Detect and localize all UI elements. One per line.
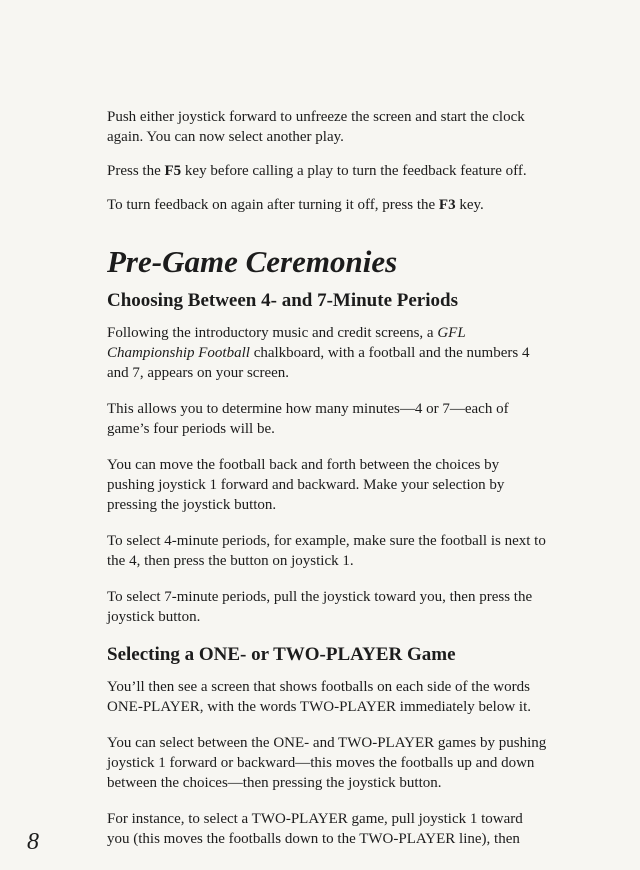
text: chalkboard, with a football and the numbers 4 and 7, appears on your screen. [107,345,530,381]
paragraph-4-minute: To select 4-minute periods, for example, make sure the football is next to the 4, then press the button on joystick 1. [107,533,546,569]
paragraph-7-minute: To select 7-minute periods, pull the joystick toward you, then press the joystick button. [107,589,533,625]
text: key before calling a play to turn the feedback feature off. [181,163,527,179]
page-content [107,107,547,849]
subheading-players: Selecting a ONE- or TWO-PLAYER Game [107,644,456,665]
paragraph-move-football: You can move the football back and forth between the choices by pushing joystick 1 forward and backward. Make your selection by pressing the joystick button. [107,457,505,513]
paragraph-minutes: This allows you to determine how many minutes—4 or 7—each of game’s four periods will be. [107,401,509,437]
key-f3: F3 [438,197,456,213]
paragraph-footballs-screen: You’ll then see a screen that shows footballs on each side of the words ONE-PLAYER, with the words TWO-PLAYER immediately below it. [107,679,531,715]
text: key. [455,197,484,213]
paragraph-feedback-on [107,195,547,215]
paragraph-two-player: For instance, to select a TWO-PLAYER game, pull joystick 1 toward you (this moves the footballs down to the TWO-PLAYER line), then [107,811,523,847]
game-title: GFL Championship Football [107,325,466,361]
paragraph-unfreeze: Push either joystick forward to unfreeze the screen and start the clock again. You can now select another play. [107,109,525,145]
text: Press the [107,163,165,179]
intro-block [107,107,547,215]
subheading-periods: Choosing Between 4- and 7-Minute Periods [107,290,458,311]
key-f5: F5 [164,163,182,179]
paragraph-select-game: You can select between the ONE- and TWO-PLAYER games by pushing joystick 1 forward or backward—this moves the footballs up and down between the choices—then pressing the joystick button. [107,735,547,791]
text: Following the introductory music and credit screens, a [107,325,438,341]
page-number: 8 [27,829,39,855]
section-title: Pre-Game Ceremonies [107,244,398,279]
text: To turn feedback on again after turning it off, press the [107,197,439,213]
paragraph-chalkboard [107,323,547,383]
paragraph-feedback-off [107,161,547,181]
